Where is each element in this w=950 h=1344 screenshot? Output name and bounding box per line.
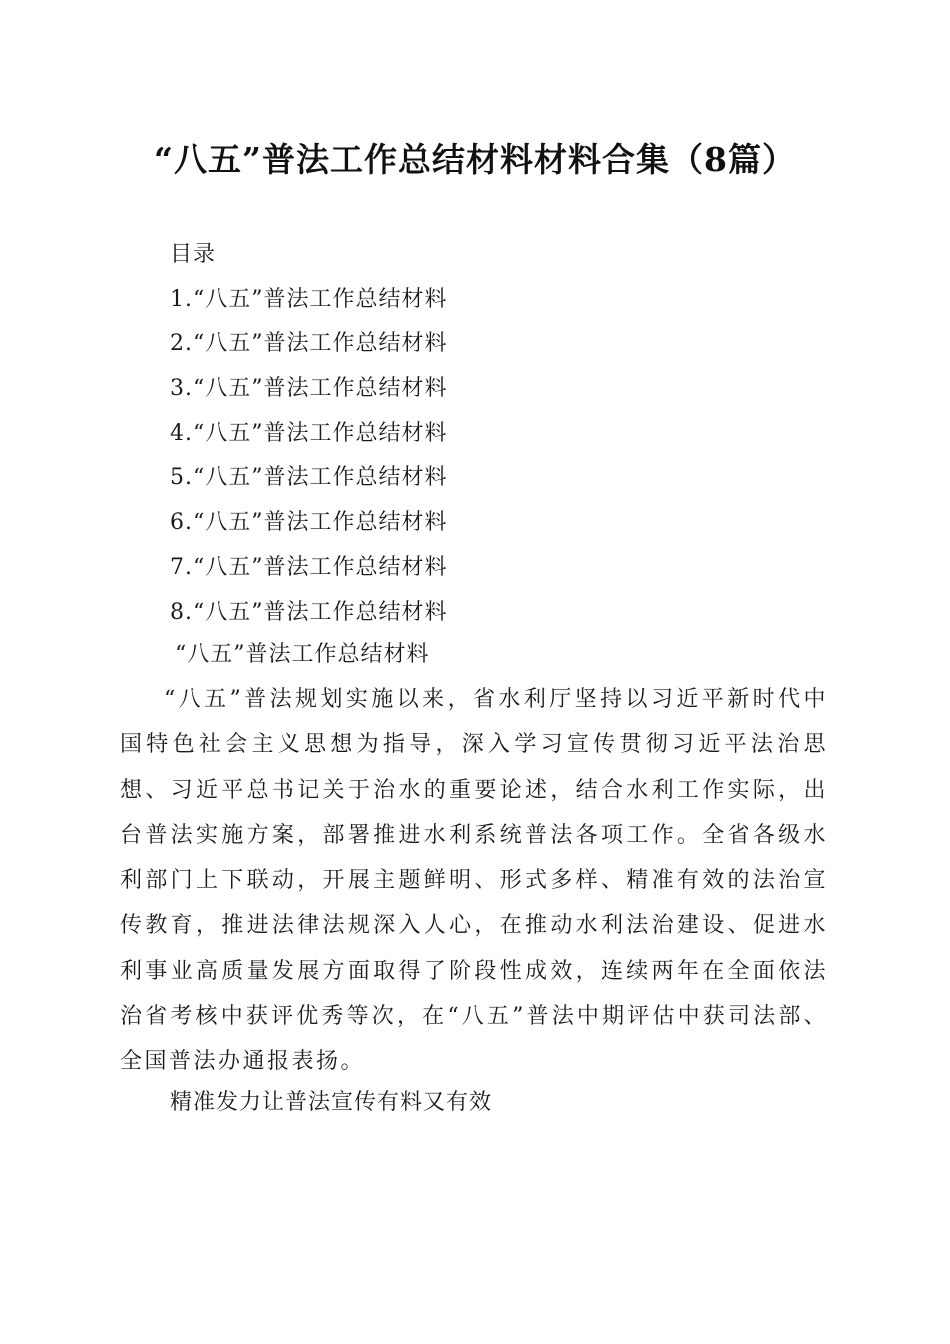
toc-heading: 目录 xyxy=(170,242,217,267)
toc-item: 4.“八五”普法工作总结材料 xyxy=(170,420,448,446)
toc-item: 7.“八五”普法工作总结材料 xyxy=(170,554,448,580)
toc-item: 6.“八五”普法工作总结材料 xyxy=(170,510,448,536)
toc-item: 1.“八五”普法工作总结材料 xyxy=(170,286,448,312)
body-paragraph: “八五”普法规划实施以来，省水利厅坚持以习近平新时代中国特色社会主义思想为指导，深入学习宣传贯彻习近平法治思想、习近平总书记关于治水的重要论述，结合水利工作实际，出台普法实施方案，部署推进水利系统普法各项工作。全省各级水利部门上下联动，开展主题鲜明、形式多样、精准有效的法治宣传教育，推进法律法规深入人心，在推动水利法治建设、促进水利事业高质量发展方面取得了阶段性成效，连续两年在全面依法治省考核中获评优秀等次，在“八五”普法中期评估中获司法部、全国普法办通报表扬。 xyxy=(120,687,828,1075)
sub-heading: 精准发力让普法宣传有料又有效 xyxy=(170,1090,493,1115)
toc-item: 3.“八五”普法工作总结材料 xyxy=(170,376,448,402)
toc-item: 2.“八五”普法工作总结材料 xyxy=(170,331,448,357)
toc-item: 5.“八五”普法工作总结材料 xyxy=(170,465,448,491)
section-title: “八五”普法工作总结材料 xyxy=(175,642,430,667)
toc-item: 8.“八五”普法工作总结材料 xyxy=(170,599,448,625)
table-of-contents xyxy=(170,233,870,635)
document-title: “八五”普法工作总结材料材料合集（8篇） xyxy=(154,140,796,179)
